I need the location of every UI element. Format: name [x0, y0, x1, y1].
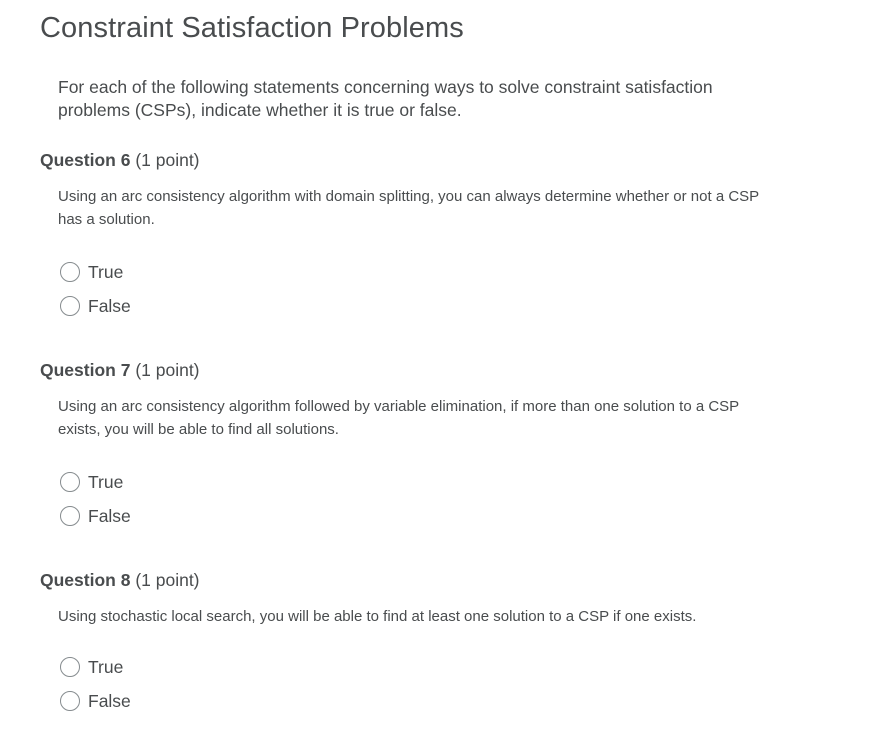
answer-options [60, 255, 840, 323]
option-label: False [88, 295, 131, 316]
option-label: False [88, 505, 131, 526]
question-points: (1 point) [135, 150, 200, 170]
question-points: (1 point) [135, 570, 200, 590]
question-text: Using an arc consistency algorithm followed by variable elimination, if more than one solution to a CSP exists, you will be able to find all solutions. [58, 398, 739, 438]
question-heading [40, 569, 840, 591]
option-false[interactable] [60, 684, 840, 718]
question-text: Using an arc consistency algorithm with domain splitting, you can always determine whether or not a CSP has a solution. [58, 188, 759, 228]
radio-button[interactable] [60, 296, 80, 316]
option-label: True [88, 471, 124, 492]
option-label: True [88, 656, 124, 677]
question-heading [40, 149, 840, 171]
radio-button[interactable] [60, 262, 80, 282]
option-label: True [88, 261, 124, 282]
question-points: (1 point) [135, 360, 200, 380]
option-true[interactable] [60, 650, 840, 684]
answer-options [60, 465, 840, 533]
question-heading [40, 359, 840, 381]
page-title: Constraint Satisfaction Problems [40, 12, 464, 44]
radio-button[interactable] [60, 657, 80, 677]
radio-button[interactable] [60, 472, 80, 492]
option-false[interactable] [60, 289, 840, 323]
option-true[interactable] [60, 255, 840, 289]
radio-button[interactable] [60, 506, 80, 526]
option-label: False [88, 690, 131, 711]
option-false[interactable] [60, 499, 840, 533]
instructions-text: For each of the following statements concerning ways to solve constraint satisfaction problems (CSPs), indicate whether it is true or false. [58, 77, 713, 120]
question-label: Question 6 [40, 150, 131, 170]
radio-button[interactable] [60, 691, 80, 711]
question-6 [40, 149, 840, 323]
question-label: Question 7 [40, 360, 131, 380]
answer-options [60, 650, 840, 718]
option-true[interactable] [60, 465, 840, 499]
question-7 [40, 359, 840, 533]
question-text: Using stochastic local search, you will be able to find at least one solution to a CSP if one exists. [58, 608, 697, 625]
question-8 [40, 569, 840, 718]
question-label: Question 8 [40, 570, 131, 590]
